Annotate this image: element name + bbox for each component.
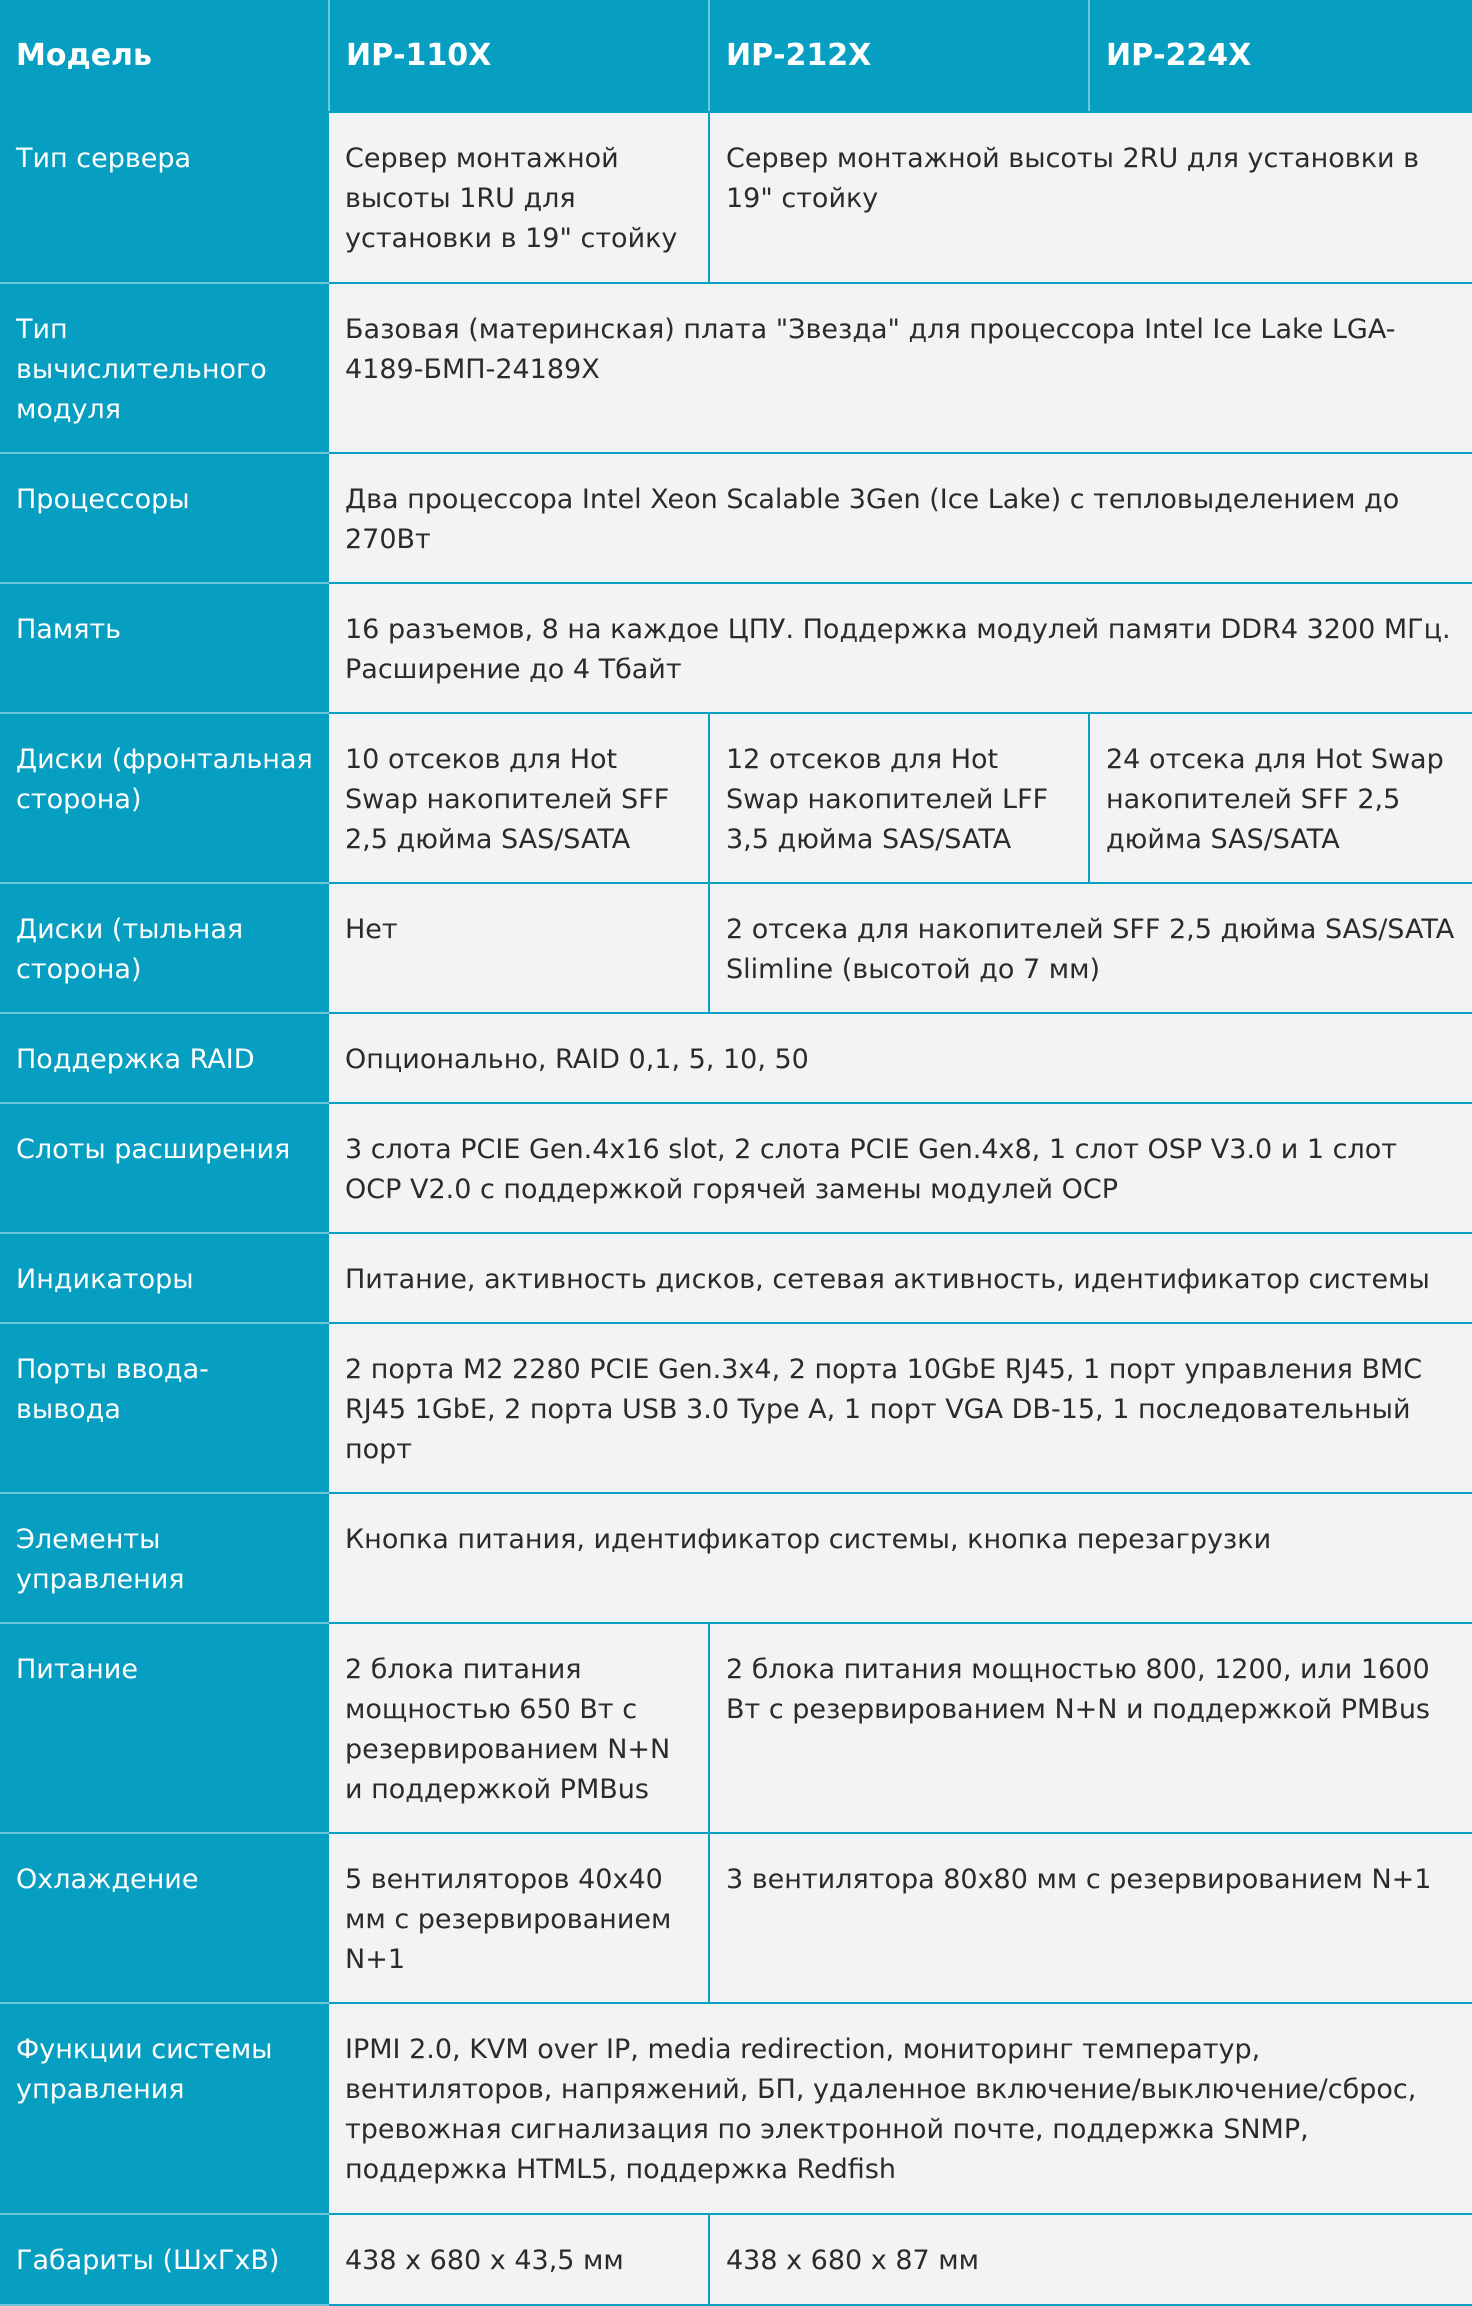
row-label-cooling: Охлаждение xyxy=(0,1833,329,2003)
rear-disks-212x-224x: 2 отсека для накопителей SFF 2,5 дюйма SAS/SATA Slimline (высотой до 7 мм) xyxy=(709,883,1472,1013)
row-label-rear-disks: Диски (тыльная сторона) xyxy=(0,883,329,1013)
row-label-raid: Поддержка RAID xyxy=(0,1013,329,1103)
memory-value: 16 разъемов, 8 на каждое ЦПУ. Поддержка модулей памяти DDR4 3200 МГц. Расширение до 4 Тбайт xyxy=(329,583,1472,713)
table-row xyxy=(0,1323,1472,1493)
cooling-212x-224x: 3 вентилятора 80x80 мм с резервированием N+1 xyxy=(709,1833,1472,2003)
table-row xyxy=(0,1493,1472,1623)
indicators-value: Питание, активность дисков, сетевая активность, идентификатор системы xyxy=(329,1233,1472,1323)
row-label-power: Питание xyxy=(0,1623,329,1833)
expansion-value: 3 слота PCIE Gen.4x16 slot, 2 слота PCIE Gen.4x8, 1 слот OSP V3.0 и 1 слот OCP V2.0 с поддержкой горячей замены модулей OCP xyxy=(329,1103,1472,1233)
header-row xyxy=(0,0,1472,112)
processors-value: Два процессора Intel Xeon Scalable 3Gen (Ice Lake) с тепловыделением до 270Вт xyxy=(329,453,1472,583)
table-row xyxy=(0,2003,1472,2214)
table-row xyxy=(0,883,1472,1013)
front-disks-110x: 10 отсеков для Hot Swap накопителей SFF 2,5 дюйма SAS/SATA xyxy=(329,713,709,883)
server-type-110x: Сервер монтажной высоты 1RU для установки в 19" стойку xyxy=(329,112,709,283)
table-row xyxy=(0,453,1472,583)
cooling-110x: 5 вентиляторов 40x40 мм с резервированием N+1 xyxy=(329,1833,709,2003)
table-row xyxy=(0,283,1472,453)
header-ir-224x: ИР-224X xyxy=(1089,0,1472,112)
table-header xyxy=(0,0,1472,112)
row-label-management: Функции системы управления xyxy=(0,2003,329,2214)
table-row xyxy=(0,112,1472,283)
table-row xyxy=(0,583,1472,713)
dimensions-212x-224x: 438 x 680 x 87 мм xyxy=(709,2214,1472,2305)
table-row xyxy=(0,1103,1472,1233)
power-212x-224x: 2 блока питания мощностью 800, 1200, или 1600 Вт с резервированием N+N и поддержкой PMBus xyxy=(709,1623,1472,1833)
rear-disks-110x: Нет xyxy=(329,883,709,1013)
controls-value: Кнопка питания, идентификатор системы, кнопка перезагрузки xyxy=(329,1493,1472,1623)
table-body xyxy=(0,112,1472,2305)
row-label-memory: Память xyxy=(0,583,329,713)
header-ir-110x: ИР-110X xyxy=(329,0,709,112)
row-label-front-disks: Диски (фронтальная сторона) xyxy=(0,713,329,883)
dimensions-110x: 438 x 680 x 43,5 мм xyxy=(329,2214,709,2305)
row-label-server-type: Тип сервера xyxy=(0,112,329,283)
io-ports-value: 2 порта M2 2280 PCIE Gen.3x4, 2 порта 10GbE RJ45, 1 порт управления BMC RJ45 1GbE, 2 порта USB 3.0 Type A, 1 порт VGA DB-15, 1 последовательный порт xyxy=(329,1323,1472,1493)
front-disks-212x: 12 отсеков для Hot Swap накопителей LFF 3,5 дюйма SAS/SATA xyxy=(709,713,1089,883)
table-row xyxy=(0,1833,1472,2003)
power-110x: 2 блока питания мощностью 650 Вт с резервированием N+N и поддержкой PMBus xyxy=(329,1623,709,1833)
row-label-processors: Процессоры xyxy=(0,453,329,583)
table-row xyxy=(0,2214,1472,2305)
row-label-dimensions: Габариты (ШхГхВ) xyxy=(0,2214,329,2305)
table-row xyxy=(0,1013,1472,1103)
row-label-indicators: Индикаторы xyxy=(0,1233,329,1323)
header-model: Модель xyxy=(0,0,329,112)
front-disks-224x: 24 отсека для Hot Swap накопителей SFF 2,5 дюйма SAS/SATA xyxy=(1089,713,1472,883)
table-row xyxy=(0,1623,1472,1833)
management-value: IPMI 2.0, KVM over IP, media redirection, мониторинг температур, вентиляторов, напряжений, БП, удаленное включение/выключение/сброс, тревожная сигнализация по электронной почте, поддержка SNMP, поддержка HTML5, поддержка Redfish xyxy=(329,2003,1472,2214)
compute-module-value: Базовая (материнская) плата "Звезда" для процессора Intel Ice Lake LGA-4189-БМП-24189X xyxy=(329,283,1472,453)
server-type-212x-224x: Сервер монтажной высоты 2RU для установки в 19" стойку xyxy=(709,112,1472,283)
raid-value: Опционально, RAID 0,1, 5, 10, 50 xyxy=(329,1013,1472,1103)
table-row xyxy=(0,1233,1472,1323)
row-label-expansion: Слоты расширения xyxy=(0,1103,329,1233)
header-ir-212x: ИР-212X xyxy=(709,0,1089,112)
table-row xyxy=(0,713,1472,883)
row-label-io-ports: Порты ввода-вывода xyxy=(0,1323,329,1493)
row-label-controls: Элементы управления xyxy=(0,1493,329,1623)
row-label-compute-module: Тип вычислительного модуля xyxy=(0,283,329,453)
